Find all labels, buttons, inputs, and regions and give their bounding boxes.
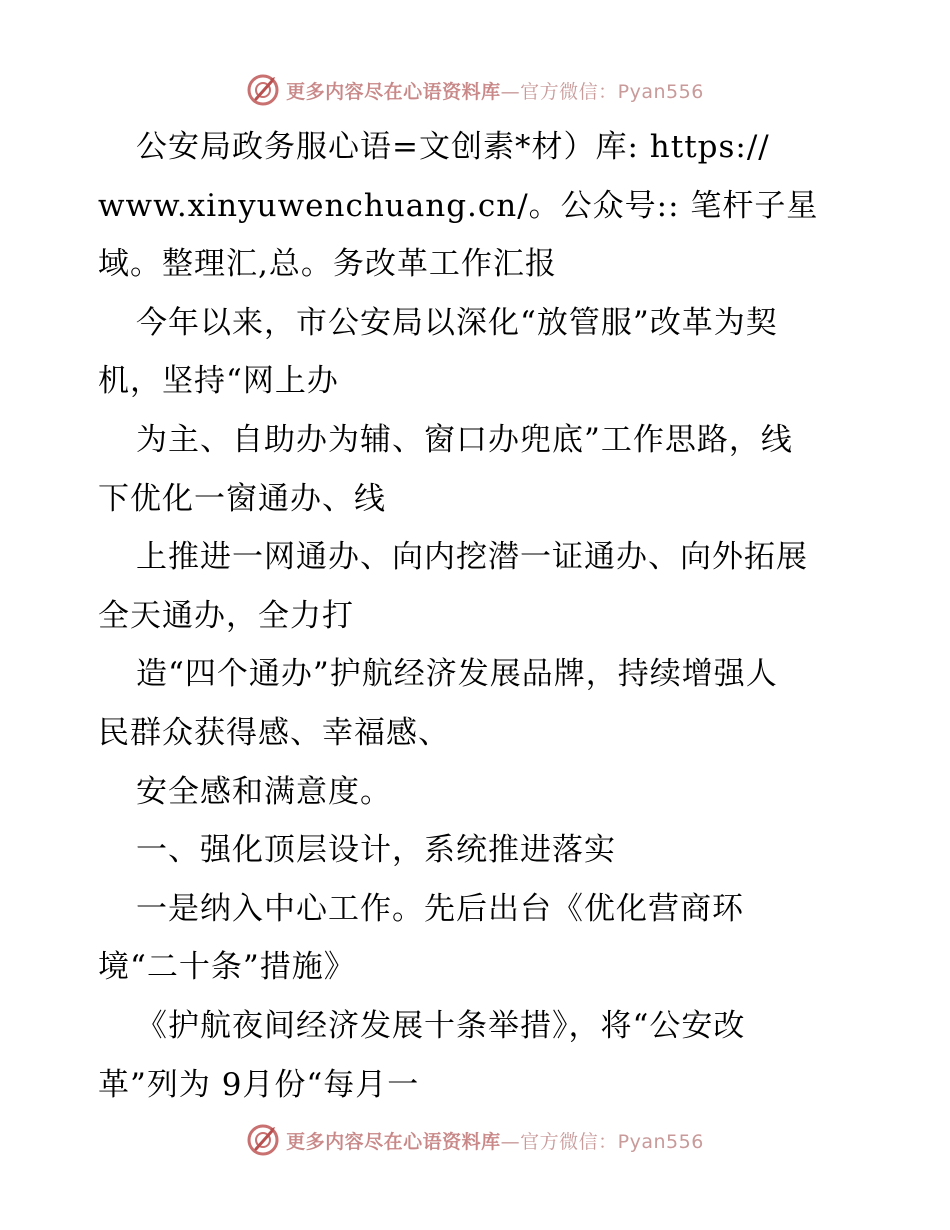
text-line: 造“四个通办”护航经济发展品牌，持续增强人: [136, 656, 778, 693]
text-line: 域。整理汇,总。务改革工作汇报: [98, 246, 557, 283]
banner-brand-text: 更多内容尽在心语资料库—官方微信：Pyan556: [286, 1130, 704, 1153]
text-line: 全天通办，全力打: [98, 597, 354, 634]
section-heading: 一、强化顶层设计，系统推进落实: [136, 832, 616, 869]
header-watermark-banner: [0, 70, 950, 110]
text-line: 上推进一网通办、向内挖潜一证通办、向外拓展: [136, 539, 808, 576]
text-line: 一是纳入中心工作。先后出台《优化营商环: [136, 890, 744, 927]
seal-logo-icon: [246, 73, 280, 107]
text-line: 安全感和满意度。: [136, 773, 392, 810]
text-line: 为主、自助办为辅、窗口办兜底”工作思路，线: [136, 421, 793, 458]
document-body: [98, 118, 858, 1114]
footer-watermark-banner: [0, 1120, 950, 1160]
text-line: 下优化一窗通办、线: [98, 480, 386, 517]
text-line: www.xinyuwenchuang.cn/。公众号:: 笔杆子星: [98, 187, 819, 224]
text-line: 《护航夜间经济发展十条举措》，将“公安改: [136, 1007, 746, 1044]
text-line: 革”列为 9月份“每月一: [98, 1066, 420, 1103]
text-line: 境“二十条”措施》: [98, 949, 356, 986]
seal-logo-icon: [246, 1123, 280, 1157]
text-line: 民群众获得感、幸福感、: [98, 714, 450, 751]
text-line: 公安局政务服心语=文创素*材）库: https://: [136, 129, 770, 165]
text-line: 今年以来，市公安局以深化“放管服”改革为契: [136, 304, 778, 341]
banner-brand-text: 更多内容尽在心语资料库—官方微信：Pyan556: [286, 80, 704, 103]
text-line: 机，坚持“网上办: [98, 363, 339, 400]
